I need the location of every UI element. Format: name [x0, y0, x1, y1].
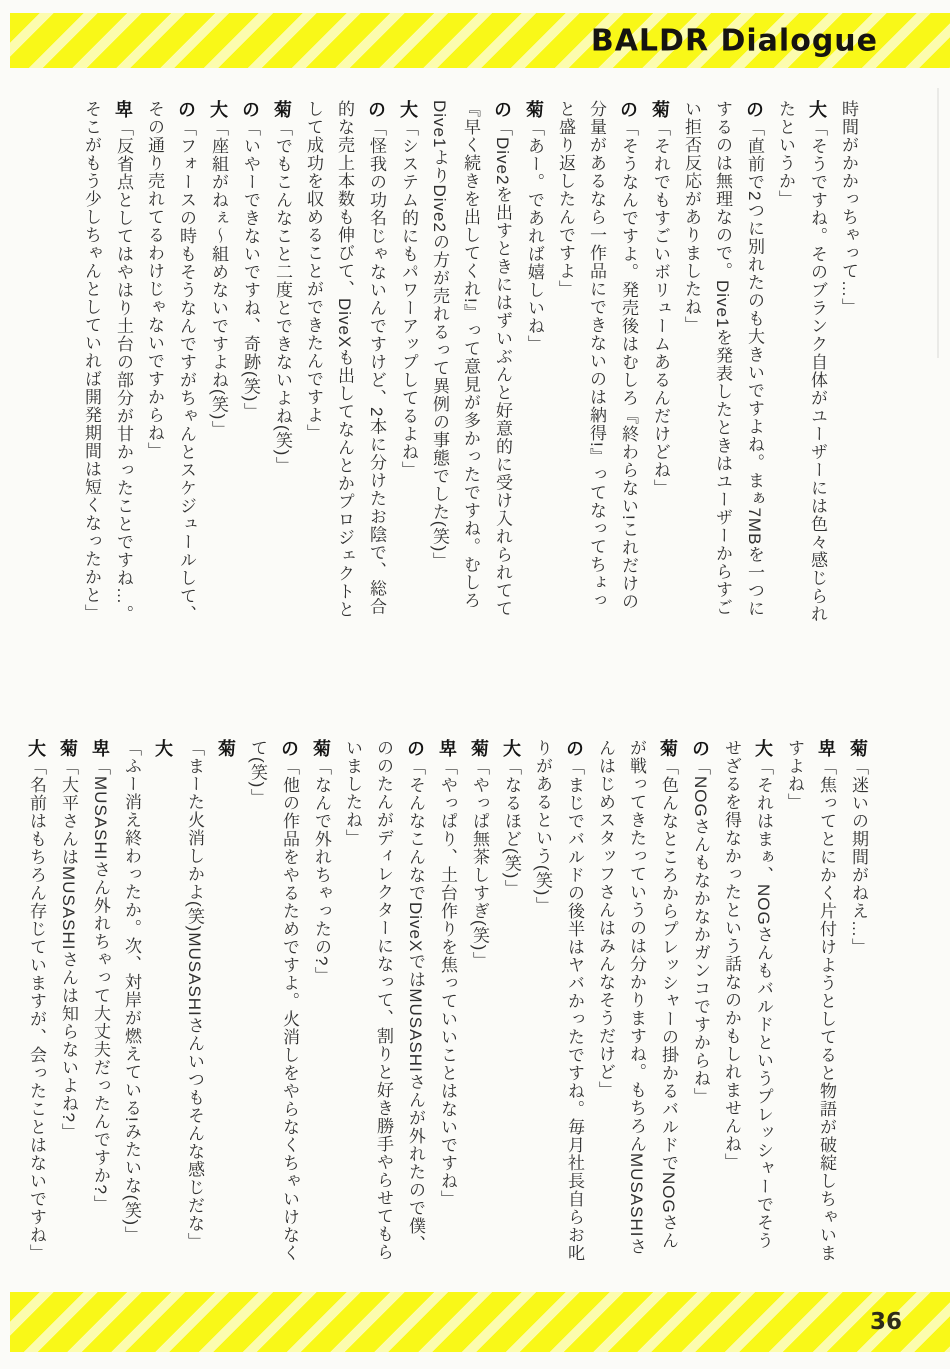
speaker-label: 菊: [524, 100, 544, 119]
page-header-title: BALDR Dialogue: [590, 23, 878, 58]
dialogue-text: 「ふー消え終わったか。次、対岸が燃えている!みたいな(笑)」: [122, 739, 141, 1245]
dialogue-entry: [676, 100, 770, 624]
footer-banner: [10, 1292, 950, 1352]
dialogue-text: 時間がかかっちゃって…」: [839, 100, 858, 316]
speaker-label: 菊: [216, 739, 236, 758]
dialogue-entry: [52, 739, 84, 1263]
dialogue-text: 「MUSASHIさん外れちゃって大丈夫だったんですか?」: [91, 758, 110, 1213]
speaker-label: 菊: [311, 739, 331, 758]
dialogue-text: 「そうなんですよ。発売後はむしろ『終わらない!これだけの分量があるなら一作品にできないのは納得!』ってなってちょっと盛り返したんですよ」: [556, 100, 638, 611]
dialogue-entry: [116, 739, 179, 1263]
dialogue-text: 「それはまぁ、NOGさんもバルドというプレッシャーでそうせざるを得なかったという話なのかもしれませんね」: [722, 739, 773, 1250]
speaker-label: 菊: [58, 739, 78, 758]
dialogue-text: 「でもこんなこと二度とできないよね(笑)」: [273, 119, 292, 475]
speaker-label: 大: [153, 739, 173, 758]
dialogue-text: 「まーた火消しかよ(笑)MUSASHIさんいつもそんな感じだな」: [185, 739, 204, 1251]
dialogue-entry: [842, 739, 874, 1263]
dialogue-text: 「名前はもちろん存じていますが、会ったことはないですね」: [27, 758, 46, 1262]
dialogue-entry: [266, 100, 298, 624]
dialogue-text: 「Dive2を出すときにはずいぶんと好意的に受け入れられてて『早く続きを出してくれ!』って意見が多かったですね。むしろDive1よりDive2の方が売れるって異例の事態でした(笑)」: [430, 100, 512, 618]
speaker-label: 大: [398, 100, 418, 119]
dialogue-entry: [202, 100, 234, 624]
dialogue-text: 「直前で2つに別れたのも大きいですよね。まぁ7MBを一つにするのは無理なので。Dive1を発表したときはユーザーからすごい拒否反応がありましたね」: [682, 100, 764, 618]
speaker-label: の: [176, 100, 196, 119]
dialogue-text: 「焦ってとにかく片付けようとしてると物語が破綻しちゃいますよね」: [785, 739, 836, 1262]
dialogue-text: 「迷いの期間がねえ…」: [849, 758, 868, 956]
dialogue-text: 「他の作品をやるためですよ。火消しをやらなくちゃいけなくて(笑)」: [248, 739, 299, 1262]
scan-edge-artifact: [937, 88, 939, 358]
dialogue-text: 「フォースの時もそうなんですがちゃんとスケジュールして、その通り売れてるわけじゃないですからね」: [145, 100, 196, 623]
speaker-label: の: [405, 739, 425, 758]
dialogue-entry: [76, 100, 139, 624]
speaker-label: 大: [753, 739, 773, 758]
dialogue-entry: [770, 100, 833, 624]
dialogue-entry: [234, 100, 266, 624]
speaker-label: 菊: [469, 739, 489, 758]
speaker-label: 大: [501, 739, 521, 758]
header-banner: [10, 13, 950, 68]
speaker-label: 菊: [272, 100, 292, 119]
dialogue-entry: [392, 100, 424, 624]
speaker-label: の: [240, 100, 260, 119]
dialogue-entry: [518, 100, 550, 624]
speaker-label: 卑: [113, 100, 133, 119]
dialogue-entry: [833, 100, 864, 624]
speaker-label: 大: [807, 100, 827, 119]
dialogue-entry: [337, 739, 431, 1263]
dialogue-entry: [527, 739, 590, 1263]
dialogue-text: 「それでもすごいボリュームあるんだけどね」: [651, 119, 670, 497]
dialogue-entry: [424, 100, 518, 624]
speaker-label: の: [492, 100, 512, 119]
dialogue-block-top: [64, 100, 864, 624]
dialogue-text: 「そんなこんなでDiveXではMUSASHIさんが外れたので僕、ののたんがディレクターになって、割りと好き勝手やらせてもらいましたね」: [343, 739, 425, 1261]
dialogue-text: 「あー。であれば嬉しいね」: [525, 119, 544, 353]
speaker-label: 卑: [90, 739, 110, 758]
speaker-label: の: [366, 100, 386, 119]
dialogue-entry: [550, 100, 644, 624]
dialogue-text: 「NOGさんもなかなかガンコですからね」: [691, 758, 710, 1106]
dialogue-entry: [716, 739, 779, 1263]
dialogue-entry: [431, 739, 463, 1263]
dialogue-text: 「なるほど(笑)」: [502, 758, 521, 898]
dialogue-entry: [684, 739, 716, 1263]
dialogue-entry: [84, 739, 116, 1263]
dialogue-entry: [139, 100, 202, 624]
speaker-label: 菊: [848, 739, 868, 758]
dialogue-entry: [242, 739, 305, 1263]
dialogue-text: 「やっぱり、土台作りを焦っていいことはないですね」: [438, 758, 457, 1208]
speaker-label: 菊: [650, 100, 670, 119]
dialogue-entry: [590, 739, 684, 1263]
dialogue-entry: [463, 739, 495, 1263]
speaker-label: の: [744, 100, 764, 119]
speaker-label: 菊: [658, 739, 678, 758]
dialogue-entry: [495, 739, 527, 1263]
speaker-label: 卑: [437, 739, 457, 758]
dialogue-text: 「反省点としてはやはり土台の部分が甘かったことですね…。そこがもう少しちゃんとしていれば開発期間は短くなったかと」: [82, 100, 133, 623]
dialogue-text: 「まじでバルドの後半はヤバかったですね。毎月社長自らお叱りがあるという(笑)」: [533, 739, 584, 1262]
speaker-label: の: [564, 739, 584, 758]
dialogue-entry: [779, 739, 842, 1263]
dialogue-text: 「色んなところからプレッシャーの掛かるバルドでNOGさんが戦ってきたっていうのは分かりますね。もちろんMUSASHIさんはじめスタッフさんはみんなそうだけど」: [596, 739, 678, 1256]
dialogue-text: 「やっぱ無茶しすぎ(笑)」: [470, 758, 489, 970]
dialogue-text: 「システム的にもパワーアップしてるよね」: [399, 119, 418, 479]
dialogue-text: 「いやーできないですね、奇跡(笑)」: [241, 119, 260, 421]
speaker-label: の: [279, 739, 299, 758]
page-number: 36: [869, 1309, 902, 1335]
dialogue-text: 「怪我の功名じゃないんですけど、2本に分けたお陰で、総合的な売上本数も伸びて、DiveXも出してなんとかプロジェクトとして成功を収めることができたんですよ」: [304, 100, 386, 619]
dialogue-text: 「座組がねぇ〜組めないですよね(笑)」: [209, 119, 228, 439]
speaker-label: 大: [26, 739, 46, 758]
speaker-label: の: [618, 100, 638, 119]
dialogue-entry: [20, 739, 52, 1263]
dialogue-entry: [305, 739, 337, 1263]
dialogue-text: 「大平さんはMUSASHIさんは知らないよね?」: [59, 758, 78, 1141]
speaker-label: の: [690, 739, 710, 758]
dialogue-entry: [644, 100, 676, 624]
speaker-label: 大: [208, 100, 228, 119]
dialogue-text: 「なんで外れちゃったの?」: [312, 758, 331, 985]
speaker-label: 卑: [816, 739, 836, 758]
dialogue-entry: [179, 739, 242, 1263]
dialogue-block-bottom: [26, 739, 874, 1263]
dialogue-text: 「そうですね。そのブランク自体がユーザーには色々感じられたというか」: [776, 100, 827, 623]
dialogue-entry: [298, 100, 392, 624]
